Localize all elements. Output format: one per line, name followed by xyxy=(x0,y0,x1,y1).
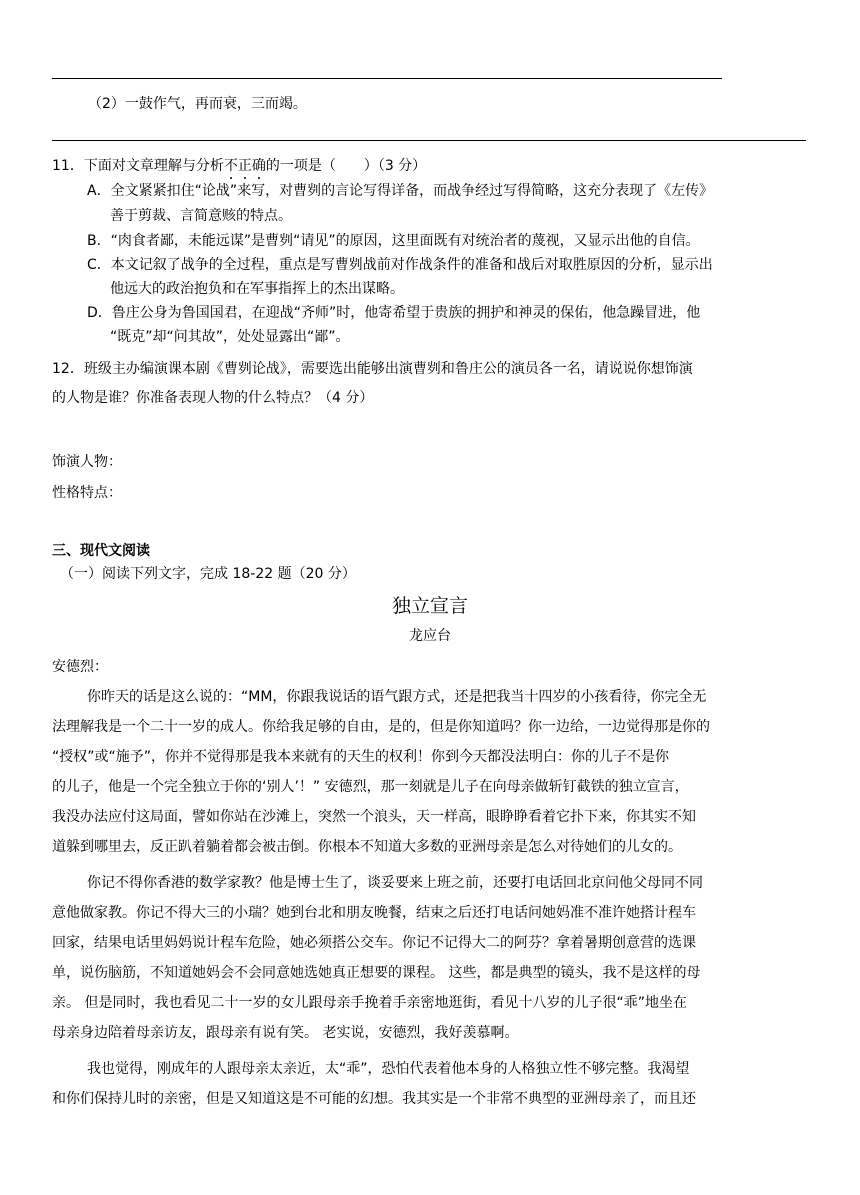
top-rule xyxy=(52,78,722,79)
answer-rule xyxy=(52,140,806,141)
article-line: 和你们保持儿时的亲密，但是又知道这是不可能的幻想。我其实是一个非常不典型的亚洲母亲了，而且还 xyxy=(52,1091,696,1107)
article-line: 道躲到哪里去，反正趴着躺着都会被击倒。你根本不知道大多数的亚洲母亲是怎么对待她们的儿女的。 xyxy=(52,839,682,855)
q11-emph-2: 正 xyxy=(237,158,252,174)
q11-prefix: 11．下面对文章理解与分析 xyxy=(52,158,224,174)
q11-option-c: C．本文记叙了战争的全过程，重点是写曹刿战前对作战条件的准备和战后对取胜原因的分析，显示出 xyxy=(87,257,713,273)
article-line: 回家，结果电话里妈妈说计程车危险，她必须搭公交车。你记不记得大二的阿芬？拿着暑期创意营的选课 xyxy=(52,935,696,951)
article-title: 独立宣言 xyxy=(391,595,468,617)
article-line: 你昨天的话是这么说的：“MM，你跟我说话的语气跟方式，还是把我当十四岁的小孩看待，你完全无 xyxy=(87,689,707,705)
article-line: 法理解我是一个二十一岁的成人。你给我足够的自由，是的，但是你知道吗？你一边给，一边觉得那是你的 xyxy=(52,719,710,735)
article-line: 我也觉得，刚成年的人跟母亲太亲近，太“乖”，恐怕代表着他本身的人格独立性不够完整。我渴望 xyxy=(87,1061,690,1077)
article-line: 单，说伤脑筋，不知道她妈会不会同意她选她真正想要的课程。 这些，都是典型的镜头，我不是这样的母 xyxy=(52,965,701,981)
article-line: 意他做家教。你记不得大三的小瑞？她到台北和朋友晚餐，结束之后还打电话问她妈准不准许她搭计程车 xyxy=(52,905,696,921)
q12-line-2: 的人物是谁？你准备表现人物的什么特点？（4 分） xyxy=(52,390,374,406)
article-author: 龙应台 xyxy=(409,628,451,644)
q11-emph-3: 确 xyxy=(251,158,266,174)
article-line: 的儿子，他是一个完全独立于你的‘别人’！” 安德烈，那一刻就是儿子在向母亲做斩钉截铁的独立宣言， xyxy=(52,779,689,795)
q11-option-d: D．鲁庄公身为鲁国国君，在迎战“齐师”时，他寄希望于贵族的拥护和神灵的保佑，他急躁冒进，他 xyxy=(87,305,701,321)
q12-line-1: 12．班级主办编演课本剧《曹刿论战》，需要选出能够出演曹刿和鲁庄公的演员各一名，请说说你想饰演 xyxy=(52,361,693,377)
q11-option-a-cont: 善于剪裁、言简意赅的特点。 xyxy=(110,208,292,224)
q11-stem xyxy=(52,155,426,175)
section-heading: 三、现代文阅读 xyxy=(52,543,150,559)
article-line: 我没办法应付这局面，譬如你站在沙滩上，突然一个浪头，天一样高，眼睁睁看着它扑下来，你其实不知 xyxy=(52,809,696,825)
article-line: 你记不得你香港的数学家教？他是博士生了，谈妥要来上班之前，还要打电话回北京问他父母同不同 xyxy=(87,875,703,891)
q10-answer-line: （2）一鼓作气，再而衰，三而竭。 xyxy=(88,96,307,112)
q11-emph-1: 不 xyxy=(223,158,238,174)
q11-suffix: 的一项是（ ）（3 分） xyxy=(265,158,427,174)
q11-option-a: A．全文紧紧扣住“论战”来写，对曹刿的言论写得详备，而战争经过写得简略，这充分表现了《左传》 xyxy=(87,183,714,199)
q11-option-c-cont: 他远大的政治抱负和在军事指挥上的杰出谋略。 xyxy=(110,281,404,297)
article-line: 母亲身边陪着母亲访友，跟母亲有说有笑。 老实说，安德烈，我好羡慕啊。 xyxy=(52,1025,519,1041)
q12-role-label: 饰演人物： xyxy=(52,454,122,470)
q12-trait-label: 性格特点： xyxy=(52,485,122,501)
q11-option-d-cont: “既克”却“问其故”，处处显露出“鄙”。 xyxy=(110,329,350,345)
article-salutation: 安德烈： xyxy=(52,659,108,675)
section-subheading: （一）阅读下列文字，完成 18-22 题（20 分） xyxy=(60,566,356,582)
q11-option-b: B．“肉食者鄙，未能远谋”是曹刿“请见”的原因，这里面既有对统治者的蔑视，又显示出他的自信。 xyxy=(87,233,700,249)
article-line: 亲。 但是同时，我也看见二十一岁的女儿跟母亲手挽着手亲密地逛街，看见十八岁的儿子很“乖”地坐在 xyxy=(52,995,687,1011)
article-line: “授权”或“施予”，你并不觉得那是我本来就有的天生的权利！你到今天都没法明白：你的儿子不是你 xyxy=(52,749,670,765)
